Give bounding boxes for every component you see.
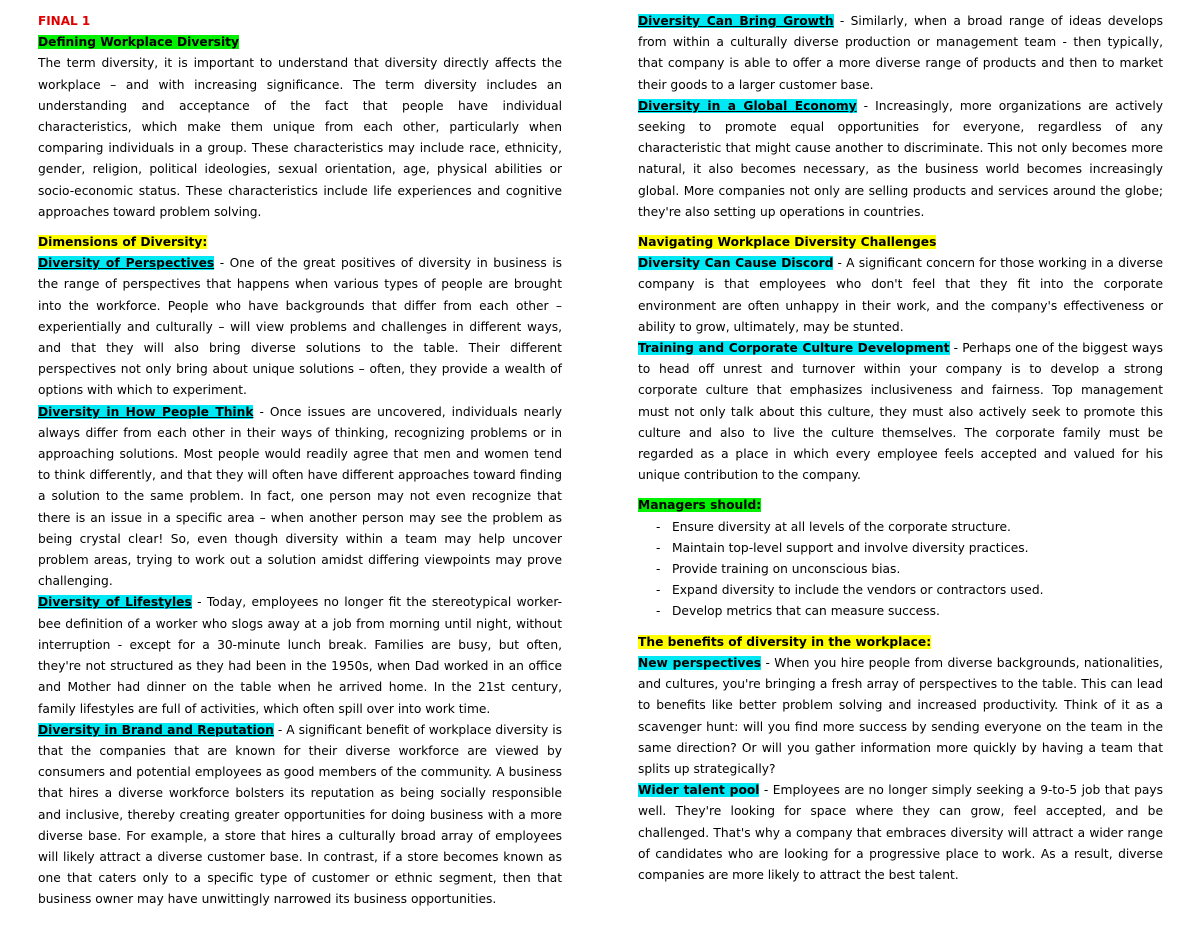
growth-text: - Similarly, when a broad range of ideas develops from within a culturally diverse production or management team - then typically, that company is able to offer a more diverse range of products and then to market their goods to a larger customer base. [638, 14, 1164, 92]
growth-text: - Increasingly, more organizations are actively seeking to promote equal opportunities for everyone, regardless of any characteristic that might cause another to discriminate. This not only becomes more natural, it also becomes necessary, as the business world becomes increasingly global. More companies not only are selling products and services around the globe; they're also setting up operations in countries. [638, 98, 1163, 219]
dimension-term: Diversity in How People Think [38, 404, 254, 419]
dimension-term: Diversity of Lifestyles [38, 595, 192, 610]
dimension-text: - A significant benefit of workplace diversity is that the companies that are known for their diverse workforce are viewed by consumers and potential employees as good members of the community. A business that hires a diverse workforce bolsters its reputation as being socially responsible and inclusive, thereby creating greater opportunities for doing business with a more diverse base. For example, a store that hires a culturally broad array of employees will likely attract a diverse customer base. In contrast, if a store becomes known as one that caters only to a specific type of customer or ethnic segment, then that business owner may have unwittingly narrowed its business opportunities. [38, 722, 562, 907]
benefit-paragraph [638, 780, 1163, 886]
dimension-text: - Once issues are uncovered, individuals nearly always differ from each other in their ways of thinking, recognizing problems or in approaching solutions. Most people would readily agree that men and women tend to think differently, and that they will often have different approaches toward finding a solution to the same problem. In fact, one person may not even recognize that there is an issue in a specific area – when another person may see the problem as being crystal clear! So, even though diversity within a team may help uncover problem areas, trying to work out a solution amidst differing viewpoints may prove challenging. [38, 404, 562, 589]
dimension-paragraph [38, 592, 562, 719]
dimension-text: - Today, employees no longer fit the stereotypical worker-bee definition of a worker who slogs away at a job from morning until night, without interruption - except for a 30-minute lunch break. Families are busy, but often, they're not structured as they had been in the 1950s, when Dad worked in an office and Mother had dinner on the table when he arrived home. In the 21st century, family lifestyles are full of activities, which often spill over into work time. [38, 595, 562, 716]
challenge-text: - A significant concern for those working in a diverse company is that employees who don't feel that they fit into the corporate environment are often unhappy in their work, and the company's effectiveness or ability to grow, ultimately, may be stunted. [638, 256, 1164, 334]
managers-list-item: - Provide training on unconscious bias. [656, 559, 1163, 580]
final-label: FINAL 1 [38, 14, 91, 28]
intro-heading: Defining Workplace Diversity [38, 35, 240, 50]
managers-list-item: - Develop metrics that can measure success. [656, 601, 1163, 622]
managers-list [638, 517, 1163, 623]
growth-term: Diversity in a Global Economy [638, 98, 857, 113]
challenges-heading: Navigating Workplace Diversity Challenges [638, 235, 937, 250]
managers-list-item: - Expand diversity to include the vendors or contractors used. [656, 580, 1163, 601]
dimension-text: - One of the great positives of diversity in business is the range of perspectives that happens when various types of people are brought into the workforce. People who have backgrounds that differ from each other – experientially and culturally – will view problems and challenges in different ways, and that they will also bring diverse solutions to the table. Their different perspectives not only bring about unique solutions – often, they provide a wealth of options with which to experiment. [38, 256, 563, 398]
managers-heading: Managers should: [638, 498, 762, 513]
growth-term: Diversity Can Bring Growth [638, 14, 834, 28]
dimensions-heading-line [38, 232, 562, 253]
benefit-paragraph [638, 653, 1163, 780]
challenge-text: - Perhaps one of the biggest ways to head off unrest and turnover within your company is to develop a strong corporate culture that emphasizes inclusiveness and fairness. Top management must not only talk about this culture, they must also actively seek to promote this culture and also to live the culture themselves. The corporate family must be regarded as a place in which every employee feels accepted and valued for his unique contribution to the company. [638, 341, 1163, 483]
intro-paragraph: The term diversity, it is important to understand that diversity directly affects the workplace – and with increasing significance. The term diversity includes an understanding and acceptance of the fact that people have individual characteristics, which make them unique from each other, particularly when comparing individuals in a group. These characteristics may include race, ethnicity, gender, religion, political ideologies, sexual orientation, age, physical abilities or socio-economic status. These characteristics include life experiences and cognitive approaches toward problem solving. [38, 56, 562, 219]
growth-paragraph [638, 96, 1163, 223]
dimension-paragraph [38, 720, 562, 911]
left-column [38, 11, 562, 911]
managers-list-item: - Maintain top-level support and involve diversity practices. [656, 538, 1163, 559]
dimension-term: Diversity in Brand and Reputation [38, 722, 274, 737]
managers-list-item: - Ensure diversity at all levels of the corporate structure. [656, 517, 1163, 538]
dimension-paragraph [38, 402, 562, 593]
benefit-text: - When you hire people from diverse backgrounds, nationalities, and cultures, you're bringing a fresh array of perspectives to the table. This can lead to benefits like better problem solving and increased productivity. Think of it as a scavenger hunt: will you find more success by sending everyone on the team in the same direction? Or will you gather information more quickly by having a team that splits up strategically? [638, 655, 1164, 776]
challenge-paragraph [638, 338, 1163, 486]
managers-heading-line [638, 495, 1163, 516]
benefits-heading-line [638, 632, 1163, 653]
right-column [638, 11, 1163, 886]
challenge-term: Training and Corporate Culture Development [638, 341, 950, 356]
benefit-term: Wider talent pool [638, 783, 760, 798]
challenges-heading-line [638, 232, 1163, 253]
challenge-term: Diversity Can Cause Discord [638, 256, 834, 271]
benefits-heading: The benefits of diversity in the workplace: [638, 634, 932, 649]
intro-heading-line [38, 32, 562, 53]
dimensions-heading: Dimensions of Diversity: [38, 235, 208, 250]
challenge-paragraph [638, 253, 1163, 338]
dimension-term: Diversity of Perspectives [38, 256, 215, 271]
dimension-paragraph [38, 253, 562, 401]
benefit-term: New perspectives [638, 655, 762, 670]
growth-paragraph [638, 11, 1163, 96]
benefit-text: - Employees are no longer simply seeking a 9-to-5 job that pays well. They're looking for space where they can grow, feel accepted, and be challenged. That's why a company that embraces diversity will attract a wider range of candidates who are looking for a progressive place to work. As a result, diverse companies are more likely to attract the best talent. [638, 783, 1163, 882]
